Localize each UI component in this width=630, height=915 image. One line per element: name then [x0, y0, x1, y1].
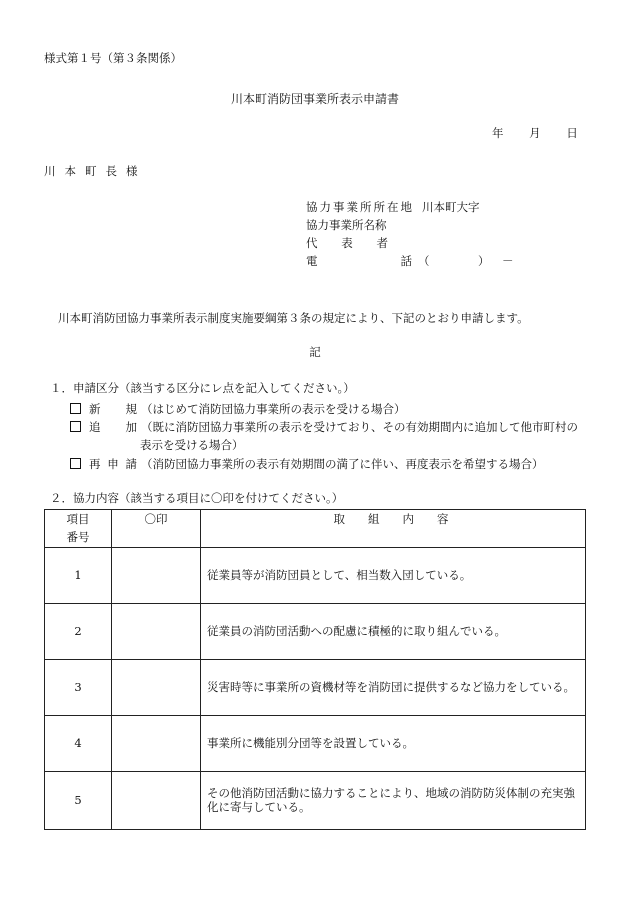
section1-heading: １．申請区分（該当する区分にレ点を記入してください。） — [50, 381, 355, 395]
ki-heading: 記 — [309, 345, 321, 359]
option-new-desc: （はじめて消防団協力事業所の表示を受ける場合） — [141, 402, 406, 416]
row-content: 従業員の消防団活動への配慮に積極的に取り組んでいる。 — [201, 604, 586, 660]
table-header-row — [45, 510, 586, 548]
row-content: 事業所に機能別分団等を設置している。 — [201, 716, 586, 772]
option-add-desc-line2: 表示を受ける場合） — [140, 438, 244, 452]
row-mark-cell[interactable] — [112, 660, 201, 716]
option-add-label: 追加 — [89, 420, 137, 434]
row-mark-cell[interactable] — [112, 716, 201, 772]
option-reapply-desc: （消防団協力事業所の表示有効期間の満了に伴い、再度表示を希望する場合） — [141, 457, 544, 471]
phone-open: （ — [418, 254, 430, 268]
table-row — [45, 660, 586, 716]
checkbox-add[interactable] — [70, 421, 81, 432]
phone-row — [306, 255, 514, 273]
rep-row — [306, 237, 514, 255]
location-row — [306, 201, 514, 219]
row-content: 災害時等に事業所の資機材等を消防団に提供するなど協力をしている。 — [201, 660, 586, 716]
row-number: 3 — [45, 660, 112, 716]
row-content: その他消防団活動に協力することにより、地域の消防防災体制の充実強化に寄与している。 — [201, 772, 586, 830]
option-new[interactable] — [70, 403, 406, 417]
option-new-label: 新規 — [89, 402, 137, 416]
row-mark-cell[interactable] — [112, 604, 201, 660]
rep-label: 代表者 — [306, 236, 388, 250]
cooperation-table — [44, 509, 586, 830]
location-value: 川本町大字 — [422, 200, 480, 214]
option-reapply[interactable] — [70, 458, 544, 472]
option-add[interactable] — [70, 421, 578, 435]
applicant-block — [306, 201, 514, 273]
phone-label: 電話 — [306, 254, 412, 268]
date-month: 月 — [529, 126, 541, 140]
location-label: 協力事業所所在地 — [306, 200, 412, 214]
date-day: 日 — [566, 126, 578, 140]
option-reapply-label: 再申請 — [89, 457, 137, 471]
name-label: 協力事業所名称 — [306, 218, 387, 232]
option-add-desc: （既に消防団協力事業所の表示を受けており、その有効期間内に追加して他市町村の — [141, 420, 578, 434]
row-number: 4 — [45, 716, 112, 772]
body-text: 川本町消防団協力事業所表示制度実施要綱第３条の規定により、下記のとおり申請します。 — [58, 311, 529, 325]
checkbox-new[interactable] — [70, 403, 81, 414]
row-mark-cell[interactable] — [112, 548, 201, 604]
table-row — [45, 772, 586, 830]
phone-dash: － — [502, 254, 514, 268]
table-row — [45, 604, 586, 660]
table-row — [45, 548, 586, 604]
row-number: 2 — [45, 604, 112, 660]
row-number: 5 — [45, 772, 112, 830]
checkbox-reapply[interactable] — [70, 458, 81, 469]
phone-close: ） — [478, 254, 490, 268]
row-number: 1 — [45, 548, 112, 604]
document-title: 川本町消防団事業所表示申請書 — [230, 92, 399, 106]
section2-heading: ２．協力内容（該当する項目に〇印を付けてください。） — [50, 491, 344, 505]
table-row — [45, 716, 586, 772]
col-content-header — [201, 510, 586, 548]
row-mark-cell[interactable] — [112, 772, 201, 830]
name-row — [306, 219, 514, 237]
col-content-header-text: 取 組 内 容 — [333, 512, 449, 526]
form-number: 様式第１号（第３条関係） — [44, 51, 182, 65]
col-number-header — [45, 510, 112, 548]
addressee: 川本町長様 — [44, 164, 147, 178]
col-mark-header — [112, 510, 201, 548]
col-number-header-line2: 番号 — [66, 529, 90, 544]
date-year: 年 — [492, 126, 504, 140]
date-line — [492, 127, 578, 141]
row-content: 従業員等が消防団員として、相当数入団している。 — [201, 548, 586, 604]
col-mark-header-text: 〇印 — [144, 512, 168, 526]
col-number-header-line1: 項目 — [66, 512, 90, 526]
